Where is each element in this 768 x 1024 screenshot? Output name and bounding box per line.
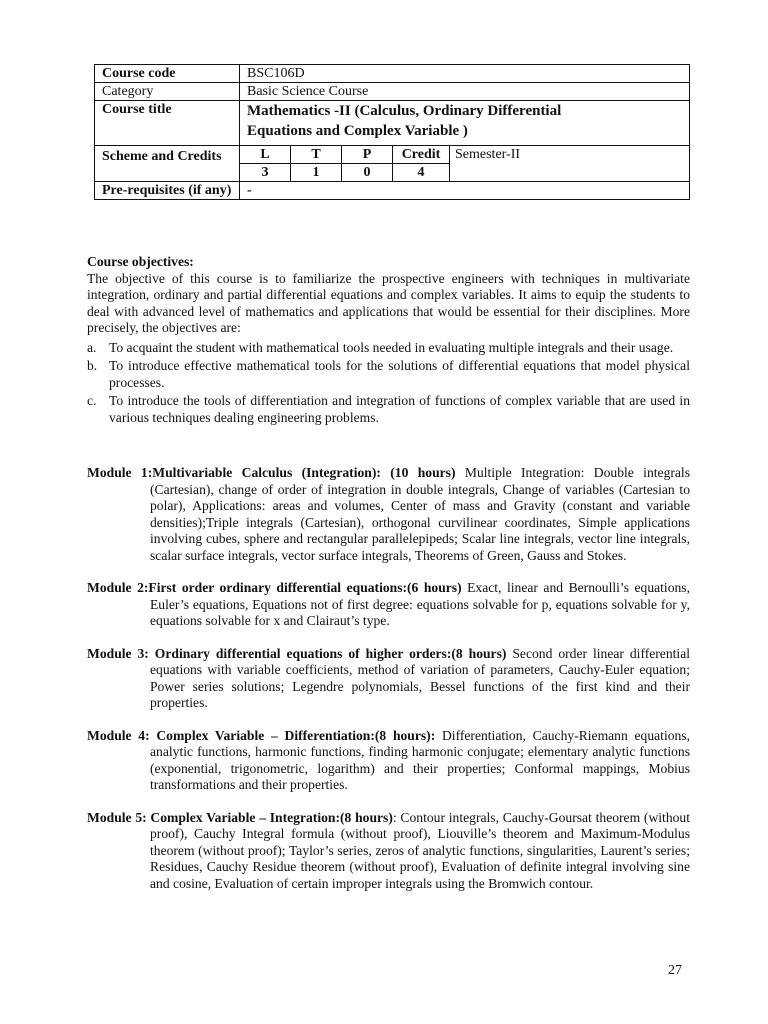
objectives-heading: Course objectives: [87, 254, 194, 269]
prereq-row [95, 182, 690, 200]
module-1 [87, 465, 690, 564]
ltp-value-l: 3 [240, 164, 291, 182]
list-marker: c. [87, 393, 97, 408]
course-code-row [95, 65, 690, 83]
list-item [87, 340, 690, 357]
module-title: Module 5: Complex Variable – Integration:(8 hours) [87, 809, 393, 825]
ltp-value-row [240, 164, 450, 182]
list-item [87, 358, 690, 391]
objectives-intro: The objective of this course is to familiarize the prospective engineers with techniques in multivariate integration, ordinary and partial differential equations and complex variables. It aims to equip the students to deal with advanced level of mathematics and applications that would be essential for their disciplines. More precisely, the objectives are: [87, 270, 690, 335]
modules-section [87, 465, 690, 908]
ltp-value-t: 1 [291, 164, 342, 182]
ltp-value-credit: 4 [393, 164, 450, 182]
list-marker: a. [87, 339, 97, 355]
course-title-value: Mathematics -II (Calculus, Ordinary Differential Equations and Complex Variable ) [240, 101, 690, 146]
module-body: Second order linear differential equations with variable coefficients, method of variation of parameters, Cauchy-Euler equation; Power series solutions; Legendre polynomials, Bessel functions of the first kind and their properties. [150, 645, 691, 710]
ltp-header-t: T [291, 146, 342, 164]
ltp-header-credit: Credit [393, 146, 450, 164]
module-3 [87, 646, 690, 712]
scheme-cell [240, 146, 689, 181]
module-title: Module 1:Multivariable Calculus (Integration): (10 hours) [87, 465, 456, 480]
module-body: Differentiation, Cauchy-Riemann equations, analytic functions, harmonic functions, finding harmonic conjugate; elementary analytic functions (exponential, trigonometric, logarithm) and their properties; Conformal mappings, Mobius transformations and their properties. [150, 727, 690, 792]
course-code-value: BSC106D [240, 65, 690, 83]
module-title: Module 2:First order ordinary differential equations:(6 hours) [87, 580, 462, 595]
page-number: 27 [668, 963, 682, 978]
course-code-label: Course code [95, 65, 240, 83]
ltp-table [240, 146, 450, 181]
list-item-text: To acquaint the student with mathematical tools needed in evaluating multiple integrals and their usage. [109, 339, 674, 355]
scheme-row [95, 146, 690, 182]
list-marker: b. [87, 358, 98, 373]
module-body: Multiple Integration: Double integrals (Cartesian), change of order of integration in double integrals, Change of variables (Cartesian to polar), Applications: areas and volumes, Center of mass and Gravity (constant and variable densities);Triple integrals (Cartesian), orthogonal curvilinear coordinates, Simple applications involving cubes, sphere and rectangular parallelepipeds; Scalar line integrals, vector line integrals, scalar surface integrals, vector surface integrals, Theorems of Green, Gauss and Stokes. [150, 465, 690, 563]
category-label: Category [95, 83, 240, 101]
prereq-value: - [240, 182, 690, 200]
scheme-label: Scheme and Credits [95, 146, 240, 182]
module-title: Module 4: Complex Variable – Differentiation:(8 hours): [87, 727, 436, 743]
prereq-label: Pre-requisites (if any) [95, 182, 240, 200]
course-objectives-section [87, 254, 690, 428]
semester-value: Semester-II [455, 147, 521, 162]
list-item-text: To introduce effective mathematical tools for the solutions of differential equations that model physical processes. [109, 358, 690, 390]
module-body: : Contour integrals, Cauchy-Goursat theorem (without proof), Cauchy Integral formula (without proof), Liouville’s theorem and Maximum-Modulus theorem (without proof); Taylor’s series, zeros of analytic functions, singularities, Laurent’s series; Residues, Cauchy Residue theorem (without proof), Evaluation of definite integral involving sine and cosine, Evaluation of certain improper integrals using the Bromwich contour. [150, 809, 690, 891]
module-title: Module 3: Ordinary differential equations of higher orders:(8 hours) [87, 645, 507, 661]
course-title-label: Course title [95, 101, 240, 146]
ltp-header-l: L [240, 146, 291, 164]
list-item [87, 393, 690, 426]
course-title-row [95, 101, 690, 146]
ltp-header-p: P [342, 146, 393, 164]
ltp-value-p: 0 [342, 164, 393, 182]
module-4 [87, 728, 690, 794]
category-row [95, 83, 690, 101]
category-value: Basic Science Course [240, 83, 690, 101]
module-body: Exact, linear and Bernoulli’s equations, Euler’s equations, Equations not of first degree: equations solvable for p, equations solvable for y, equations solvable for x and Clairaut’s type. [150, 580, 690, 628]
module-2 [87, 580, 690, 630]
objectives-list [87, 340, 690, 427]
module-5 [87, 810, 690, 893]
list-item-text: To introduce the tools of differentiation and integration of functions of complex variable that are used in various techniques dealing engineering problems. [109, 393, 690, 425]
ltp-header-row [240, 146, 450, 164]
course-info-table [94, 64, 690, 200]
